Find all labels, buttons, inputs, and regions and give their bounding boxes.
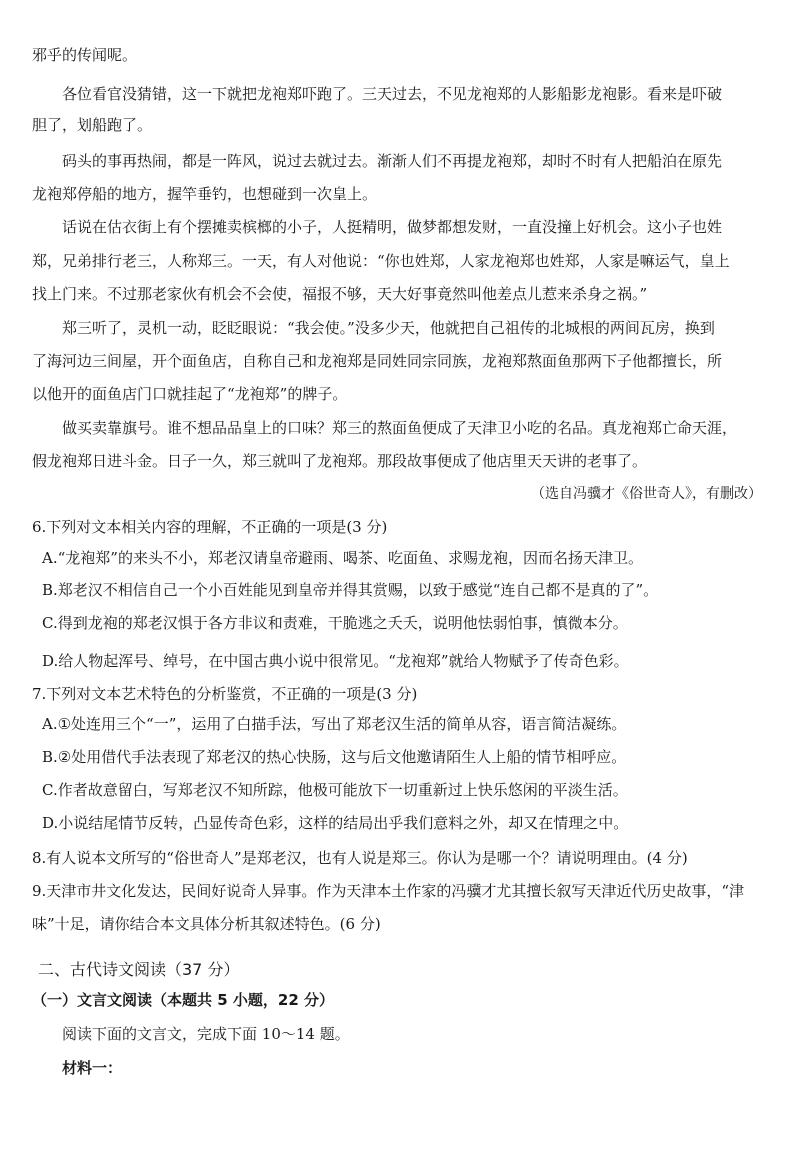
story-line: 龙袍郑停船的地方，握竿垂钓，也想碰到一次皇上。 [32,185,378,203]
question-7-option-a: A.①处连用三个“一”，运用了白描手法，写出了郑老汉生活的简单从容，语言简洁凝练。 [42,715,627,733]
material-label: 材料一： [62,1059,123,1077]
question-6-stem: 6.下列对文本相关内容的理解，不正确的一项是(3 分) [32,518,388,536]
story-line: 话说在估衣街上有个摆摊卖槟榔的小子，人挺精明，做梦都想发财，一直没撞上好机会。这小子也姓 [62,218,723,236]
story-line: 以他开的面鱼店门口就挂起了“龙袍郑”的牌子。 [32,385,348,403]
question-7-option-b: B.②处用借代手法表现了郑老汉的热心快肠，这与后文他邀请陌生人上船的情节相呼应。 [42,748,627,766]
question-7-stem: 7.下列对文本艺术特色的分析鉴赏，不正确的一项是(3 分) [32,685,418,703]
story-line: 各位看官没猜错，这一下就把龙袍郑吓跑了。三天过去，不见龙袍郑的人影船影龙袍影。看来是吓破 [62,85,723,103]
question-7-option-d: D.小说结尾情节反转，凸显传奇色彩，这样的结局出乎我们意料之外，却又在情理之中。 [42,814,629,832]
question-8: 8.有人说本文所写的“俗世奇人”是郑老汉，也有人说是郑三。你认为是哪一个？请说明理由。(4 分) [32,849,688,867]
section-title: 二、古代诗文阅读（37 分） [38,960,240,979]
question-9-line: 味”十足，请你结合本文具体分析其叙述特色。(6 分) [32,915,381,933]
question-9-line: 9.天津市井文化发达，民间好说奇人异事。作为天津本土作家的冯骥才尤其擅长叙写天津近代历史故事，“津 [32,882,744,900]
story-line: 码头的事再热闹，都是一阵风，说过去就过去。渐渐人们不再提龙袍郑，却时不时有人把船泊在原先 [62,152,723,170]
question-6-option-b: B.郑老汉不相信自己一个小百姓能见到皇帝并得其赏赐，以致于感觉“连自己都不是真的了”。 [42,581,659,599]
story-line: 假龙袍郑日进斗金。日子一久，郑三就叫了龙袍郑。那段故事便成了他店里天天讲的老事了。 [32,452,648,470]
question-6-option-d: D.给人物起浑号、绰号，在中国古典小说中很常见。“龙袍郑”就给人物赋予了传奇色彩。 [42,652,629,670]
subsection-title: （一）文言文阅读（本题共 5 小题，22 分） [32,991,334,1009]
story-line: 找上门来。不过那老家伙有机会不会使，福报不够，天大好事竟然叫他差点儿惹来杀身之祸。” [32,285,648,303]
story-line: 了海河边三间屋，开个面鱼店，自称自己和龙袍郑是同姓同宗同族，龙袍郑熬面鱼那两下子他都擅长，所 [32,352,723,370]
story-line: 郑，兄弟排行老三，人称郑三。一天，有人对他说：“你也姓郑，人家龙袍郑也姓郑，人家是嘛运气，皇上 [32,252,730,270]
story-line: 郑三听了，灵机一动，眨眨眼说：“我会使。”没多少天，他就把自己祖传的北城根的两间瓦房，换到 [62,319,715,337]
story-line: 做买卖靠旗号。谁不想品品皇上的口味？郑三的熬面鱼便成了天津卫小吃的名品。真龙袍郑亡命天涯， [62,419,738,437]
story-line: 胆了，划船跑了。 [32,116,153,134]
source-citation: （选自冯骥才《俗世奇人》，有删改） [531,486,762,502]
question-6-option-a: A.“龙袍郑”的来头不小，郑老汉请皇帝避雨、喝茶、吃面鱼、求赐龙袍，因而名扬天津卫。 [42,549,643,567]
question-6-option-c: C.得到龙袍的郑老汉惧于各方非议和责难，干脆逃之夭夭，说明他怯弱怕事，慎微本分。 [42,614,628,632]
instructions: 阅读下面的文言文，完成下面 10～14 题。 [62,1025,350,1043]
story-line: 邪乎的传闻呢。 [32,46,138,64]
question-7-option-c: C.作者故意留白，写郑老汉不知所踪，他极可能放下一切重新过上快乐悠闲的平淡生活。 [42,781,628,799]
